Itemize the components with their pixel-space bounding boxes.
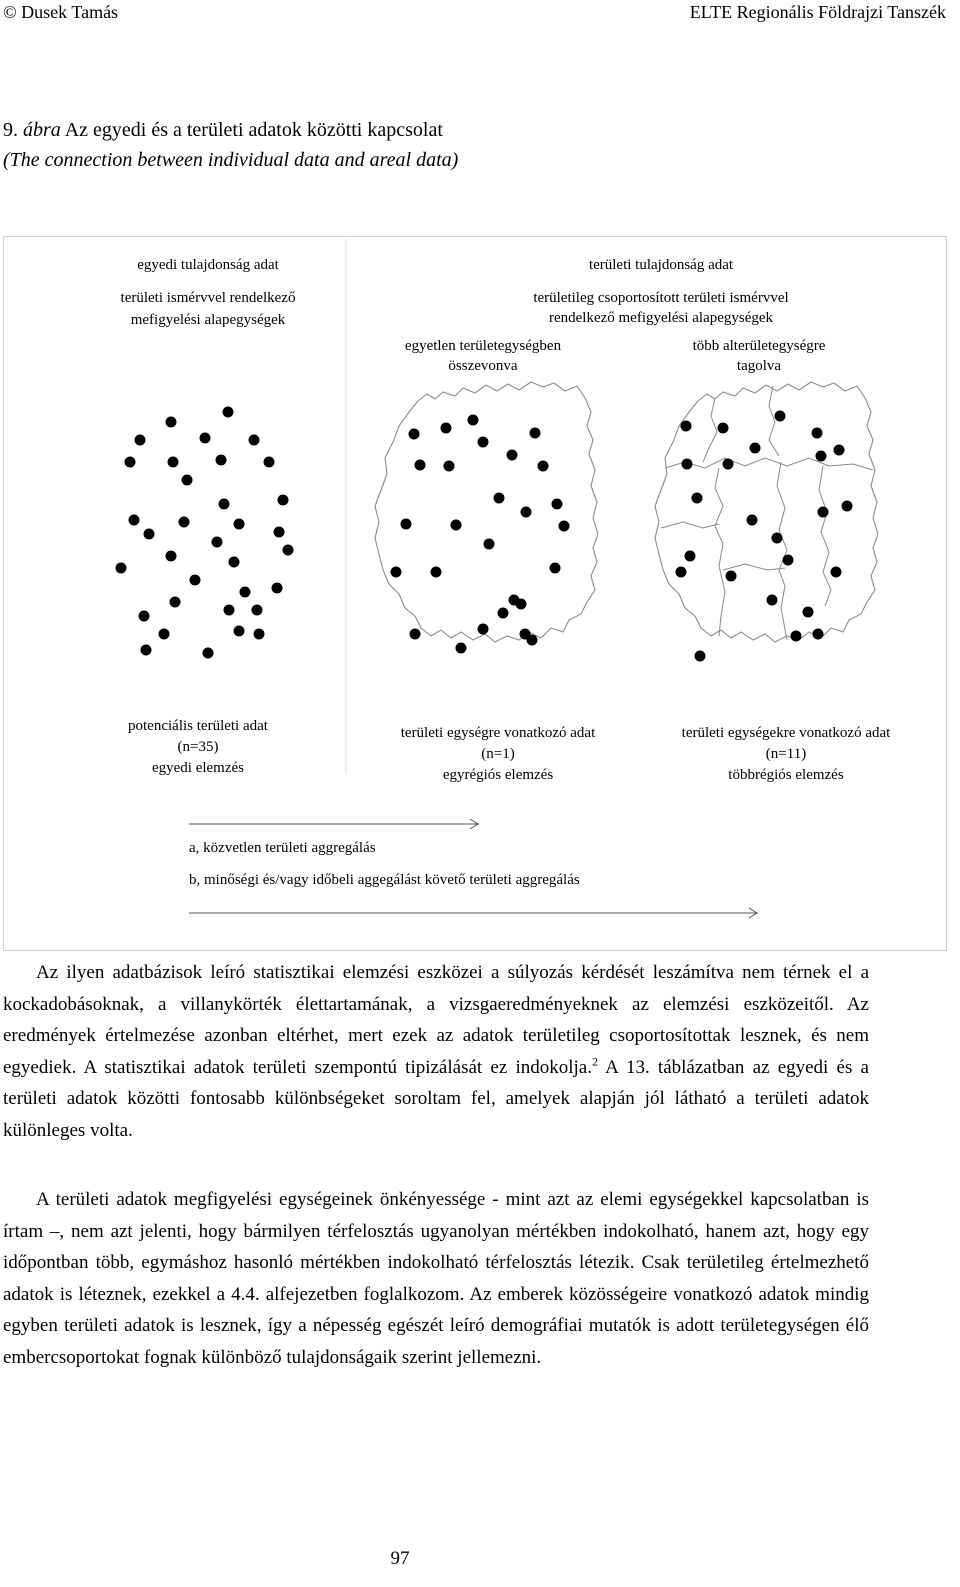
subregion-boundary xyxy=(703,398,717,462)
observation-dot xyxy=(252,605,263,616)
observation-dot xyxy=(415,460,426,471)
observation-dot xyxy=(129,515,140,526)
observation-dot xyxy=(278,495,289,506)
observation-dot xyxy=(791,631,802,642)
observation-dot xyxy=(527,635,538,646)
observation-dot xyxy=(229,557,240,568)
observation-dot xyxy=(516,599,527,610)
subregion-boundary xyxy=(723,564,785,570)
observation-dot xyxy=(144,529,155,540)
multi-region-outline xyxy=(655,382,878,642)
observation-dot xyxy=(441,423,452,434)
observation-dot xyxy=(234,519,245,530)
body-paragraph-1 xyxy=(3,957,869,1147)
single-region-outline xyxy=(375,382,598,642)
paragraph-2-text: A területi adatok megfigyelési egységeinek önkényessége - mint azt az elemi egységekkel kapcsolatban is írtam –, nem azt jelenti, hogy bármilyen térfelosztás ugyanolyan mértékben indokolható, hanem azt, hogy egy időpontban több, egymáshoz hasonló mértékben indokolható térfelosztás létezik. Csak területileg értelmezhető adatok is léteznek, ezekkel a 4.4. alfejezetben foglalkozom. Az emberek közösségeire vonatkozó adatok mindig egyben területi adatok is lesznek, így a népesség egészét leíró demográfiai mutatók is adott területegységen élő embercsoportokat fognak különböző tulajdonságaik szerint jellemezni. xyxy=(3,1189,869,1368)
observation-dot xyxy=(494,493,505,504)
observation-dot xyxy=(718,423,729,434)
observation-dot xyxy=(431,567,442,578)
observation-dot xyxy=(182,475,193,486)
observation-dot xyxy=(783,555,794,566)
observation-dot xyxy=(212,537,223,548)
observation-dot xyxy=(530,428,541,439)
observation-dot xyxy=(410,629,421,640)
observation-dot xyxy=(409,429,420,440)
observation-dot xyxy=(484,539,495,550)
observation-dot xyxy=(203,648,214,659)
observation-dot xyxy=(695,651,706,662)
observation-dot xyxy=(682,459,693,470)
observation-dot xyxy=(521,507,532,518)
observation-dot xyxy=(219,499,230,510)
caption-label: ábra xyxy=(23,119,61,141)
observation-dot xyxy=(170,597,181,608)
col23-subtitle-line1: területileg csoportosított területi ismérvvel xyxy=(533,290,789,306)
legend-b: b, minőségi és/vagy időbeli aggegálást követő területi aggregálás xyxy=(189,872,580,888)
observation-dot xyxy=(274,527,285,538)
col2-heading-line2: összevonva xyxy=(448,358,518,374)
observation-dot xyxy=(451,520,462,531)
subregion-boundary xyxy=(819,466,831,606)
arrow-a xyxy=(189,819,478,829)
observation-dot xyxy=(692,493,703,504)
observation-dot xyxy=(224,605,235,616)
single-region-points xyxy=(391,415,570,654)
observation-dot xyxy=(803,607,814,618)
observation-dot xyxy=(264,457,275,468)
observation-dot xyxy=(772,533,783,544)
observation-dot xyxy=(139,611,150,622)
col2-heading-line1: egyetlen területegységben xyxy=(404,338,562,354)
individual-points xyxy=(116,407,294,659)
subregion-boundary xyxy=(661,522,719,528)
page-number: 97 xyxy=(390,1548,410,1569)
observation-dot xyxy=(391,567,402,578)
col3-bottom-line1: területi egységekre vonatkozó adat xyxy=(681,725,891,741)
paragraph-1-continued: A 13. táblázatban az egyedi és a területi adatok közötti fontosabb különbségeket soroltam fel, amelyek alapján jól látható a területi adatok különleges volta. xyxy=(3,1056,869,1141)
observation-dot xyxy=(478,624,489,635)
figure-caption xyxy=(3,119,443,142)
observation-dot xyxy=(723,459,734,470)
col1-subtitle-line1: területi ismérvvel rendelkező xyxy=(120,290,296,306)
header-department: ELTE Regionális Földrajzi Tanszék xyxy=(689,2,946,22)
observation-dot xyxy=(116,563,127,574)
observation-dot xyxy=(816,451,827,462)
subregion-boundary xyxy=(665,458,873,470)
observation-dot xyxy=(676,567,687,578)
observation-dot xyxy=(135,435,146,446)
col1-title: egyedi tulajdonság adat xyxy=(137,257,279,273)
observation-dot xyxy=(812,428,823,439)
observation-dot xyxy=(125,457,136,468)
col3-heading-line1: több alterületegységre xyxy=(692,338,826,354)
observation-dot xyxy=(254,629,265,640)
legend-a: a, közvetlen területi aggregálás xyxy=(189,840,376,856)
subregion-boundary xyxy=(769,386,779,456)
col23-title: területi tulajdonság adat xyxy=(588,257,734,273)
observation-dot xyxy=(498,608,509,619)
observation-dot xyxy=(190,575,201,586)
observation-dot xyxy=(444,461,455,472)
col1-bottom-line3: egyedi elemzés xyxy=(151,760,245,776)
observation-dot xyxy=(834,445,845,456)
caption-number: 9. xyxy=(3,119,23,141)
col1-bottom-line2: (n=35) xyxy=(177,739,219,755)
observation-dot xyxy=(767,595,778,606)
col3-bottom-line3: többrégiós elemzés xyxy=(728,767,844,783)
observation-dot xyxy=(507,450,518,461)
col23-subtitle-line2: rendelkező mefigyelési alapegységek xyxy=(548,310,774,326)
observation-dot xyxy=(216,455,227,466)
observation-dot xyxy=(272,583,283,594)
col2-bottom-line3: egyrégiós elemzés xyxy=(442,767,554,783)
multi-region-points xyxy=(676,411,853,662)
observation-dot xyxy=(478,437,489,448)
paragraph-1-text: Az ilyen adatbázisok leíró statisztikai elemzési eszközei a súlyozás kérdését leszámítva nem térnek el a kockadobásoknak, a villanykörték élettartamának, a vizsgaeredményeknek az elemzési eszközeitől. Az eredmények értelmezése azonban eltérhet, mert ezek az adatok területileg csoportosítottak lesznek, és nem egyediek. A statisztikai adatok területi szempontú tipizálását ez indokolja. xyxy=(3,962,869,1078)
header-copyright: © Dusek Tamás xyxy=(3,2,119,22)
observation-dot xyxy=(681,421,692,432)
col3-bottom-line2: (n=11) xyxy=(765,746,807,762)
observation-dot xyxy=(842,501,853,512)
observation-dot xyxy=(552,499,563,510)
observation-dot xyxy=(538,461,549,472)
observation-dot xyxy=(726,571,737,582)
footnote-marker: 2 xyxy=(591,1054,598,1069)
subregion-boundary xyxy=(715,468,725,636)
observation-dot xyxy=(831,567,842,578)
observation-dot xyxy=(775,411,786,422)
col1-subtitle-line2: mefigyelési alapegységek xyxy=(130,312,286,328)
observation-dot xyxy=(240,587,251,598)
col2-bottom-line2: (n=1) xyxy=(481,746,515,762)
observation-dot xyxy=(559,521,570,532)
observation-dot xyxy=(401,519,412,530)
caption-title: Az egyedi és a területi adatok közötti kapcsolat xyxy=(60,119,443,141)
observation-dot xyxy=(166,417,177,428)
observation-dot xyxy=(550,563,561,574)
observation-dot xyxy=(747,515,758,526)
observation-dot xyxy=(468,415,479,426)
observation-dot xyxy=(249,435,260,446)
observation-dot xyxy=(818,507,829,518)
observation-dot xyxy=(166,551,177,562)
observation-dot xyxy=(813,629,824,640)
observation-dot xyxy=(456,643,467,654)
figure-panel xyxy=(3,236,958,952)
observation-dot xyxy=(750,443,761,454)
figure-caption-english: (The connection between individual data and areal data) xyxy=(3,149,459,171)
body-paragraph-2 xyxy=(3,1184,869,1374)
observation-dot xyxy=(200,433,211,444)
observation-dot xyxy=(141,645,152,656)
col3-heading-line2: tagolva xyxy=(736,358,782,374)
observation-dot xyxy=(234,626,245,637)
arrow-b xyxy=(189,908,757,918)
observation-dot xyxy=(179,517,190,528)
observation-dot xyxy=(168,457,179,468)
observation-dot xyxy=(159,629,170,640)
col1-bottom-line1: potenciális területi adat xyxy=(128,718,268,734)
observation-dot xyxy=(223,407,234,418)
subregion-boundary xyxy=(777,462,787,640)
observation-dot xyxy=(685,551,696,562)
col2-bottom-line1: területi egységre vonatkozó adat xyxy=(400,725,596,741)
observation-dot xyxy=(283,545,294,556)
